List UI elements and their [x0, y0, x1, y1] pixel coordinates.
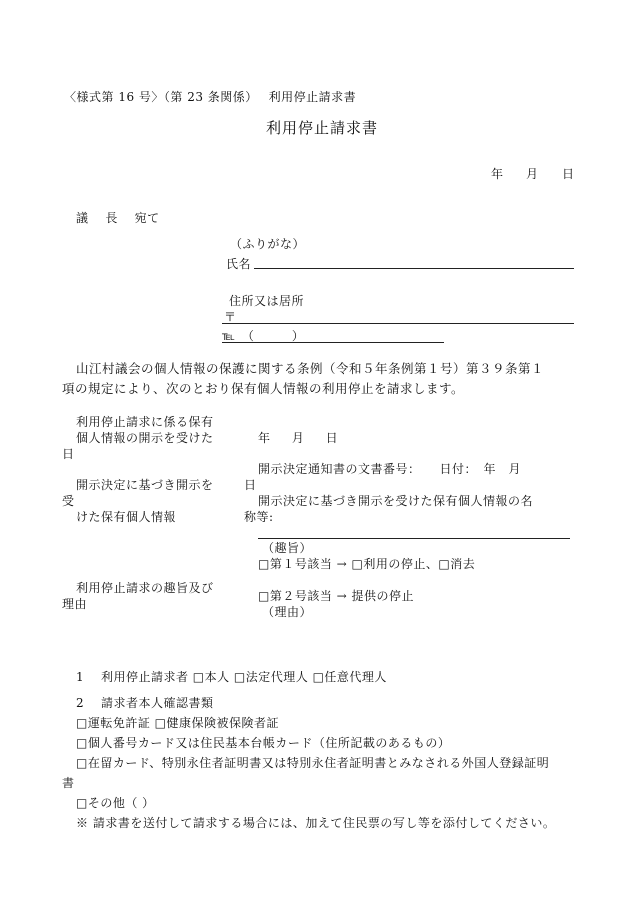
id-doc-residence-card[interactable]: □在留カード、特別永住者証明書又は特別永住者証明書とみなされる外国人登録証明 [76, 756, 550, 770]
form-number-label: 〈様式第 16 号〉（第 23 条関係） 利用停止請求書 [64, 90, 357, 104]
notice-number-line: 開示決定通知書の文書番号： 日付： 年 月 [258, 462, 522, 476]
reason-label-2: 理由 [62, 597, 88, 611]
intro-line-2: 項の規定により、次のとおり保有個人情報の利用停止を請求します。 [62, 381, 465, 396]
intro-line-1: 山江村議会の個人情報の保護に関する条例（令和５年条例第１号）第３９条第１ [76, 361, 545, 376]
disclosure-date-label-1: 利用停止請求に係る保有 [76, 415, 214, 429]
postal-mark: 〒 [224, 310, 237, 324]
name-field[interactable] [254, 268, 574, 269]
id-doc-other[interactable]: □その他（ ） [76, 796, 155, 810]
disclosure-date-label-2: 個人情報の開示を受けた [76, 431, 214, 445]
disclosed-info-label-2: 受 [62, 494, 75, 508]
date-day-label: 日 [562, 167, 575, 181]
id-doc-license-insurance[interactable]: □運転免許証 □健康保険被保険者証 [76, 716, 279, 730]
purpose-label: （趣旨） [262, 541, 313, 555]
address-field[interactable] [222, 323, 574, 324]
disclosed-info-label-3: けた保有個人情報 [76, 510, 177, 524]
id-documents-heading: 2 請求者本人確認書類 [76, 696, 214, 710]
disclosure-date-label-3: 日 [62, 447, 75, 461]
disclosed-info-name-line-1: 開示決定に基づき開示を受けた保有個人情報の名 [258, 494, 534, 508]
disclosed-info-label-1: 開示決定に基づき開示を [76, 478, 214, 492]
address-label: 住所又は居所 [229, 294, 305, 308]
name-label: 氏名 [226, 257, 252, 271]
disclosed-info-name-line-2: 称等: [244, 510, 274, 524]
mailing-note: ※ 請求書を送付して請求する場合には、加えて住民票の写し等を添付してください。 [76, 816, 556, 830]
page-title: 利用停止請求書 [266, 119, 379, 137]
reason-subheading: （理由） [262, 605, 313, 619]
furigana-label: （ふりがな） [230, 237, 306, 251]
purpose-option-2[interactable]: □第２号該当 → 提供の停止 [258, 589, 415, 603]
addressee: 議 長 宛て [76, 211, 160, 225]
disclosure-date-value: 年 月 日 [258, 431, 340, 445]
purpose-option-1[interactable]: □第１号該当 → □利用の停止、□消去 [258, 557, 476, 571]
tel-label: ℡ （ ） [222, 329, 305, 343]
reason-label-1: 利用停止請求の趣旨及び [76, 581, 214, 595]
id-doc-mynumber[interactable]: □個人番号カード又は住民基本台帳カード（住所記載のあるもの） [76, 736, 451, 750]
requester-type-line[interactable]: 1 利用停止請求者 □本人 □法定代理人 □任意代理人 [76, 670, 387, 684]
id-doc-residence-card-cont: 書 [62, 776, 75, 790]
tel-field[interactable] [222, 342, 444, 343]
disclosed-info-field[interactable] [258, 538, 570, 539]
date-year-label: 年 [491, 167, 504, 181]
disclosed-info-label-1b: 日 [244, 478, 257, 492]
date-month-label: 月 [526, 167, 539, 181]
